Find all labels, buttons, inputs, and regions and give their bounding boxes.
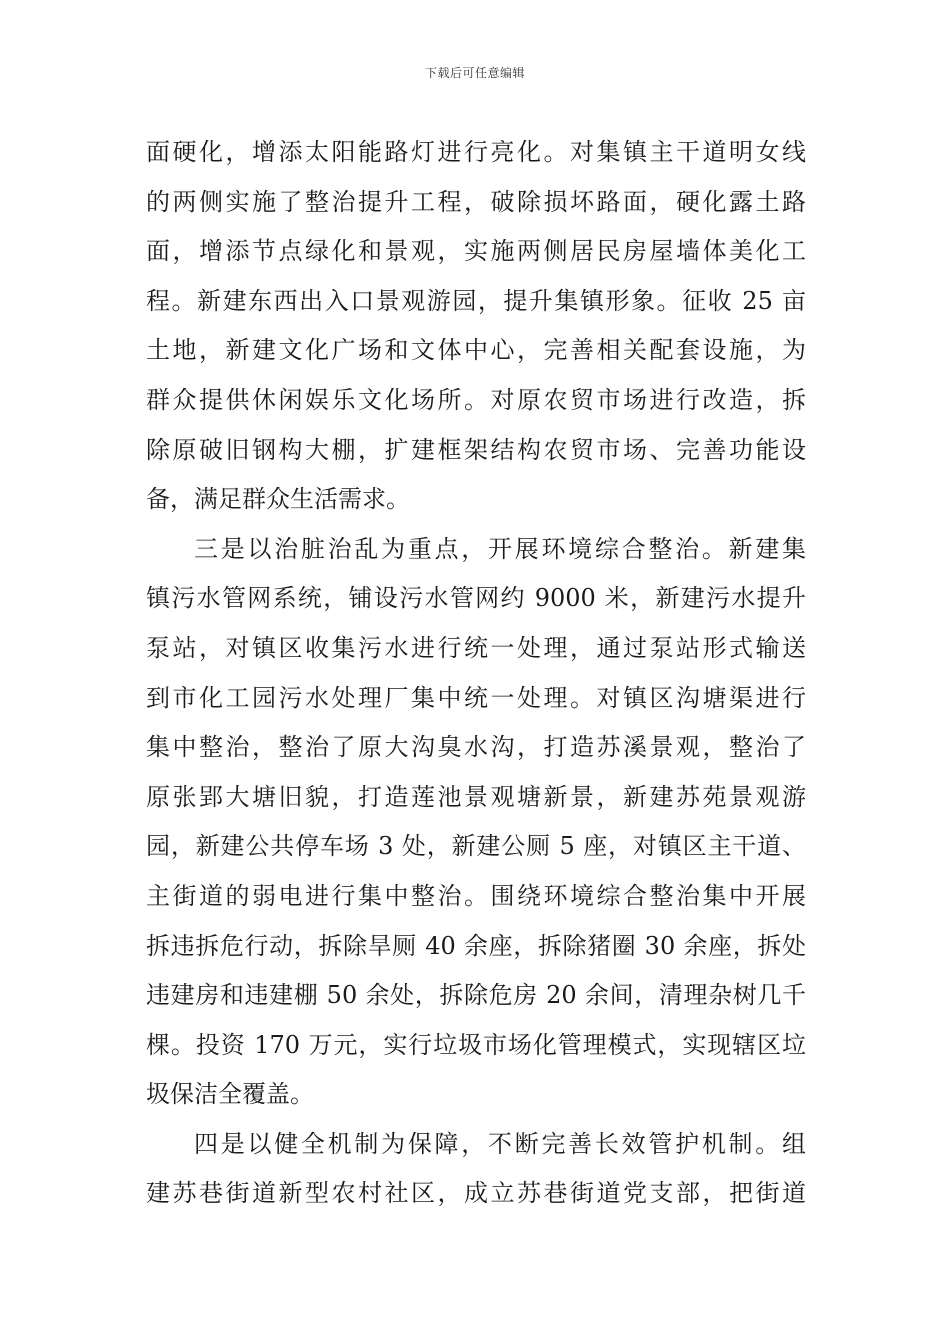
text-line: 的两侧实施了整治提升工程，破除损坏路面，硬化露土路 [146,187,806,216]
text-line: 集中整治，整治了原大沟臭水沟，打造苏溪景观，整治了 [146,733,806,762]
text-line: 建苏巷街道新型农村社区，成立苏巷街道党支部，把街道 [146,1179,806,1208]
text-line: 群众提供休闲娱乐文化场所。对原农贸市场进行改造，拆 [146,385,806,414]
text-line: 到市化工园污水处理厂集中统一处理。对镇区沟塘渠进行 [146,683,806,712]
text-line: 程。新建东西出入口景观游园，提升集镇形象。征收 25 亩 [146,286,806,315]
text-line: 泵站，对镇区收集污水进行统一处理，通过泵站形式输送 [146,633,806,662]
text-line: 土地，新建文化广场和文体中心，完善相关配套设施，为 [146,336,806,365]
text-line: 三是以治脏治乱为重点，开展环境综合整治。新建集 [194,534,806,563]
text-line: 面硬化，增添太阳能路灯进行亮化。对集镇主干道明女线 [146,138,806,166]
text-line: 镇污水管网系统，铺设污水管网约 9000 米，新建污水提升 [146,584,806,613]
text-line: 拆违拆危行动，拆除旱厕 40 余座，拆除猪圈 30 余座，拆处 [146,931,806,960]
text-line: 主街道的弱电进行集中整治。围绕环境综合整治集中开展 [146,881,806,910]
text-line: 棵。投资 170 万元，实行垃圾市场化管理模式，实现辖区垃 [146,1030,806,1059]
text-line: 原张郢大塘旧貌，打造莲池景观塘新景，新建苏苑景观游 [146,782,806,811]
text-line: 面，增添节点绿化和景观，实施两侧居民房屋墙体美化工 [146,237,806,266]
page-header: 下载后可任意编辑 [424,66,525,80]
text-line: 除原破旧钢构大棚，扩建框架结构农贸市场、完善功能设 [146,435,806,464]
text-line: 备，满足群众生活需求。 [146,485,410,514]
text-line: 违建房和违建棚 50 余处，拆除危房 20 余间，清理杂树几千 [146,981,806,1010]
text-line: 圾保洁全覆盖。 [146,1080,314,1109]
text-line: 四是以健全机制为保障，不断完善长效管护机制。组 [194,1129,806,1158]
document-body [146,128,806,1219]
text-line: 园，新建公共停车场 3 处，新建公厕 5 座，对镇区主干道、 [146,832,806,861]
